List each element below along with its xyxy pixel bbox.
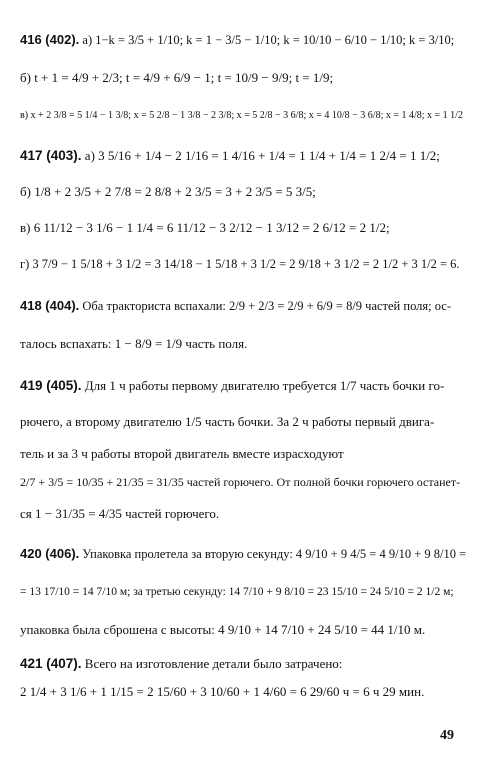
line-text: б) 1/8 + 2 3/5 + 2 7/8 = 2 8/8 + 2 3/5 = 3 + 2 3/5 = 5 3/5; xyxy=(20,184,316,199)
line-text: в) 6 11/12 − 3 1/6 − 1 1/4 = 6 11/12 − 3 2/12 − 1 3/12 = 2 6/12 = 2 1/2; xyxy=(20,220,390,235)
line-4 xyxy=(20,184,466,200)
line-0 xyxy=(20,32,466,48)
line-14 xyxy=(20,546,466,562)
line-text: талось вспахать: 1 − 8/9 = 1/9 часть поля. xyxy=(20,336,248,351)
line-text: Оба тракториста вспахали: 2/9 + 2/3 = 2/9 + 6/9 = 8/9 частей поля; ос- xyxy=(82,299,452,313)
line-17 xyxy=(20,656,466,672)
problem-number: 417 (403). xyxy=(20,148,82,163)
line-11 xyxy=(20,446,466,462)
line-7 xyxy=(20,298,466,314)
problem-number: 418 (404). xyxy=(20,298,80,313)
line-6 xyxy=(20,256,466,272)
line-text: г) 3 7/9 − 1 5/18 + 3 1/2 = 3 14/18 − 1 5/18 + 3 1/2 = 2 9/18 + 3 1/2 = 2 1/2 + 3 1/2 = 6. xyxy=(20,257,460,271)
page-number: 49 xyxy=(440,728,454,743)
line-text: Упаковка пролетела за вторую секунду: 4 9/10 + 9 4/5 = 4 9/10 + 9 8/10 = xyxy=(82,547,466,561)
line-13 xyxy=(20,506,466,522)
line-12 xyxy=(20,474,466,490)
line-text: б) t + 1 = 4/9 + 2/3; t = 4/9 + 6/9 − 1; t = 10/9 − 9/9; t = 1/9; xyxy=(20,70,334,85)
line-1 xyxy=(20,70,466,86)
line-text: Всего на изготовление детали было затрачено: xyxy=(84,656,343,671)
line-text: а) 1−k = 3/5 + 1/10; k = 1 − 3/5 − 1/10; k = 10/10 − 6/10 − 1/10; k = 3/10; xyxy=(82,33,455,47)
line-16 xyxy=(20,622,466,638)
problem-number: 420 (406). xyxy=(20,546,80,561)
problem-number: 421 (407). xyxy=(20,656,82,671)
line-text: тель и за 3 ч работы второй двигатель вместе израсходуют xyxy=(20,446,344,461)
line-text: в) x + 2 3/8 = 5 1/4 − 1 3/8; x = 5 2/8 − 1 3/8 − 2 3/8; x = 5 2/8 − 3 6/8; x = 4 10/8 − 3 6/8; x = 1 4/8; x = 1 1/2 xyxy=(20,110,463,121)
line-text: Для 1 ч работы первому двигателю требуется 1/7 часть бочки го- xyxy=(84,378,445,393)
line-text: упаковка была сброшена с высоты: 4 9/10 + 14 7/10 + 24 5/10 = 44 1/10 м. xyxy=(20,622,426,637)
line-text: = 13 17/10 = 14 7/10 м; за третью секунду: 14 7/10 + 9 8/10 = 23 15/10 = 24 5/10 = 2 1/2 м; xyxy=(20,586,454,598)
line-text: 2 1/4 + 3 1/6 + 1 1/15 = 2 15/60 + 3 10/60 + 1 4/60 = 6 29/60 ч = 6 ч 29 мин. xyxy=(20,684,425,699)
line-text: а) 3 5/16 + 1/4 − 2 1/16 = 1 4/16 + 1/4 = 1 1/4 + 1/4 = 1 2/4 = 1 1/2; xyxy=(84,148,440,163)
line-8 xyxy=(20,336,466,352)
problem-number: 419 (405). xyxy=(20,378,82,393)
line-15 xyxy=(20,584,466,600)
line-10 xyxy=(20,414,466,430)
line-18 xyxy=(20,684,466,700)
problem-number: 416 (402). xyxy=(20,32,80,47)
line-3 xyxy=(20,148,466,164)
line-text: ся 1 − 31/35 = 4/35 частей горючего. xyxy=(20,506,220,521)
line-5 xyxy=(20,220,466,236)
line-2 xyxy=(20,108,466,124)
line-9 xyxy=(20,378,466,394)
line-text: 2/7 + 3/5 = 10/35 + 21/35 = 31/35 частей горючего. От полной бочки горючего останет- xyxy=(20,475,461,489)
line-text: рючего, а второму двигателю 1/5 часть бочки. За 2 ч работы первый двига- xyxy=(20,414,435,429)
